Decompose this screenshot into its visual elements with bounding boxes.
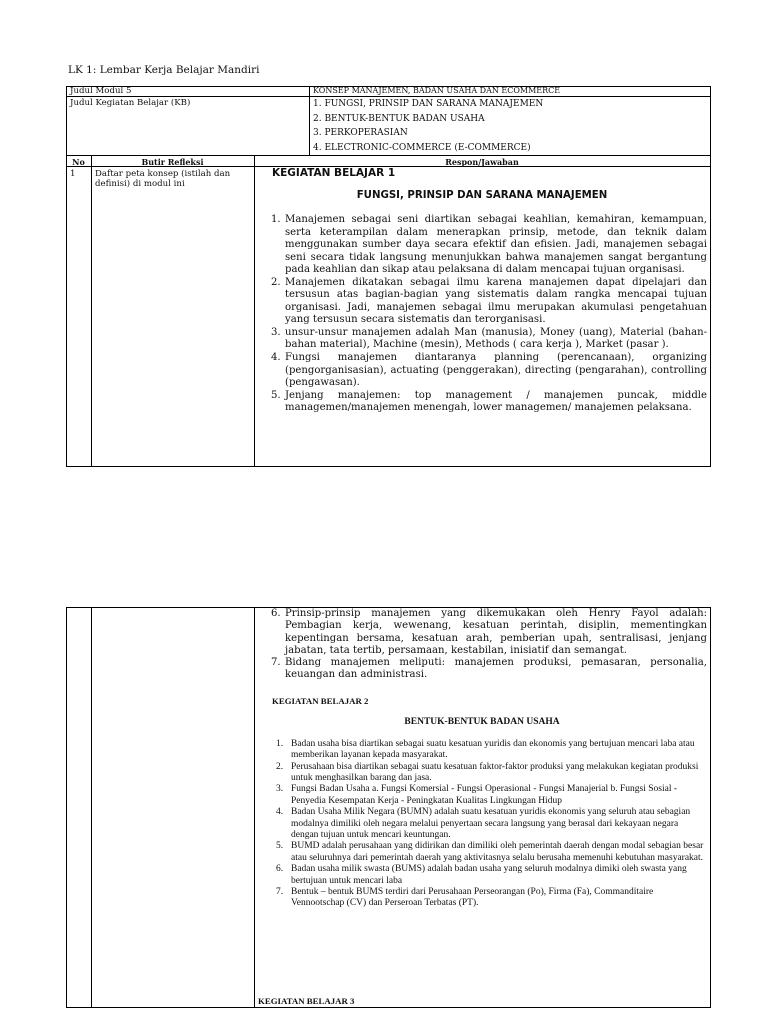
- document-title: LK 1: Lembar Kerja Belajar Mandiri: [68, 64, 260, 76]
- list-item: 3. Fungsi Badan Usaha a. Fungsi Komersial - Fungsi Operasional - Fungsi Manajerial b. Fungsi Sosial - Penyedia Kesempatan Kerja - Peningkatan Kualitas Lingkungan Hidup: [276, 784, 678, 806]
- list-item: 5. Jenjang manajemen: top management / manajemen puncak, middle managemen/manajemen menengah, lower managemen/ manajemen pelaksana.: [271, 389, 707, 414]
- column-header-butir: Butir Refleksi: [141, 157, 204, 167]
- kb-title-item: 1. FUNGSI, PRINSIP DAN SARANA MANAJEMEN: [313, 99, 544, 109]
- module-title-value: KONSEP MANAJEMEN, BADAN USAHA DAN ECOMMERCE: [313, 86, 561, 95]
- kb2-subheading: BENTUK-BENTUK BADAN USAHA: [404, 716, 560, 727]
- list-item: 4. Fungsi manajemen diantaranya planning (perencanaan), organizing (pengorganisasian), actuating (penggerakan), directing (pengarahan), controlling (pengawasan).: [271, 352, 707, 389]
- list-item: 6. Badan usaha milik swasta (BUMS) adalah badan usaha yang seluruh modalnya dimiki oleh swasta yang bertujuan untuk mencari laba: [276, 864, 687, 886]
- column-header-no: No: [72, 157, 85, 167]
- column-header-respon: Respon/Jawaban: [445, 157, 519, 167]
- list-item: 1. Manajemen sebagai seni diartikan sebagai keahlian, kemahiran, kemampuan, serta keterampilan dalam menerapkan prinsip, metode, dan teknik dalam menggunakan sumber daya secara efektif dan efisien. Jadi, manajemen sebagai seni secara tidak langsung menunjukkan bahwa manajemen sangat bergantung pada keahlian dan sikap atau pelaksana di dalam mencapai tujuan organisasi.: [271, 214, 707, 276]
- module-title-label: Judul Modul 5: [70, 86, 132, 96]
- list-item: 2. Perusahaan bisa diartikan sebagai suatu kesatuan faktor-faktor produksi yang melakukan kegiatan produksi untuk menghasilkan barang dan jasa.: [276, 761, 699, 783]
- kb-title-item: 3. PERKOPERASIAN: [313, 128, 408, 139]
- kb2-heading: KEGIATAN BELAJAR 2: [272, 695, 369, 706]
- kb2-list: [257, 739, 707, 910]
- response-cell: [257, 167, 707, 415]
- list-item: 2. Manajemen dikatakan sebagai ilmu karena manajemen dapat dipelajari dan tersusun atas bagian-bagian yang sistematis dalam rangka mencapai tujuan organisasi. Jadi, manajemen sebagai ilmu merupakan akumulasi pengetahuan yang tersusun secara sistematis dan terorganisasi.: [271, 276, 707, 326]
- list-item: 5. BUMD adalah perusahaan yang didirikan dan dimiliki oleh pemerintah daerah dengan modal sebagian besar atau seluruhnya dari pemerintah daerah yang aktivitasnya selalu berusaha memenuhi kebutuhan masyarakat.: [276, 841, 704, 863]
- kb-title-item: 2. BENTUK-BENTUK BADAN USAHA: [313, 113, 485, 124]
- butir-refleksi-text: Daftar peta konsep (istilah dan definisi) di modul ini: [95, 169, 231, 189]
- kb-title-list: [313, 97, 543, 155]
- row-number: 1: [70, 169, 76, 179]
- kb1-list-continued: [257, 608, 707, 682]
- list-item: 3. unsur-unsur manajemen adalah Man (manusia), Money (uang), Material (bahan-bahan material), Machine (mesin), Methods ( cara kerja ), Market (pasar ).: [271, 326, 707, 351]
- list-item: 4. Badan Usaha Milik Negara (BUMN) adalah suatu kesatuan yuridis ekonomis yang seluruh atau sebagian modalnya dimiliki oleh negara melalui penyertaan secara langsung yang berasal dari kekayaan negara dengan tujuan untuk mencari keuntungan.: [276, 807, 691, 841]
- kb3-heading: KEGIATAN BELAJAR 3: [258, 996, 355, 1006]
- kb1-heading: KEGIATAN BELAJAR 1: [272, 167, 396, 179]
- kb1-list: [257, 214, 707, 415]
- response-cell-continued: [257, 608, 707, 910]
- list-item: 6. Prinsip-prinsip manajemen yang dikemukakan oleh Henry Fayol adalah: Pembagian kerja, wewenang, kesatuan perintah, disiplin, mementingkan kepentingan bersama, kesatuan arah, pemberian upah, sentralisasi, jenjang jabatan, tata tertib, persamaan, kestabilan, inisiatif dan semangat.: [271, 608, 707, 656]
- kb-title-item: 4. ELECTRONIC-COMMERCE (E-COMMERCE): [313, 142, 531, 153]
- list-item: 7. Bidang manajemen meliputi: manajemen produksi, pemasaran, personalia, keuangan dan administrasi.: [271, 657, 707, 681]
- kb1-subheading: FUNGSI, PRINSIP DAN SARANA MANAJEMEN: [356, 190, 608, 201]
- kb-title-label: Judul Kegiatan Belajar (KB): [70, 98, 191, 108]
- list-item: 1. Badan usaha bisa diartikan sebagai suatu kesatuan yuridis dan ekonomis yang bertujuan mencari laba atau memberikan layanan kepada masyarakat.: [276, 738, 695, 761]
- list-item: 7. Bentuk – bentuk BUMS terdiri dari Perusahaan Perseorangan (Po), Firma (Fa), Commanditaire Vennootschap (CV) dan Perseroan Terbatas (PT).: [276, 887, 654, 909]
